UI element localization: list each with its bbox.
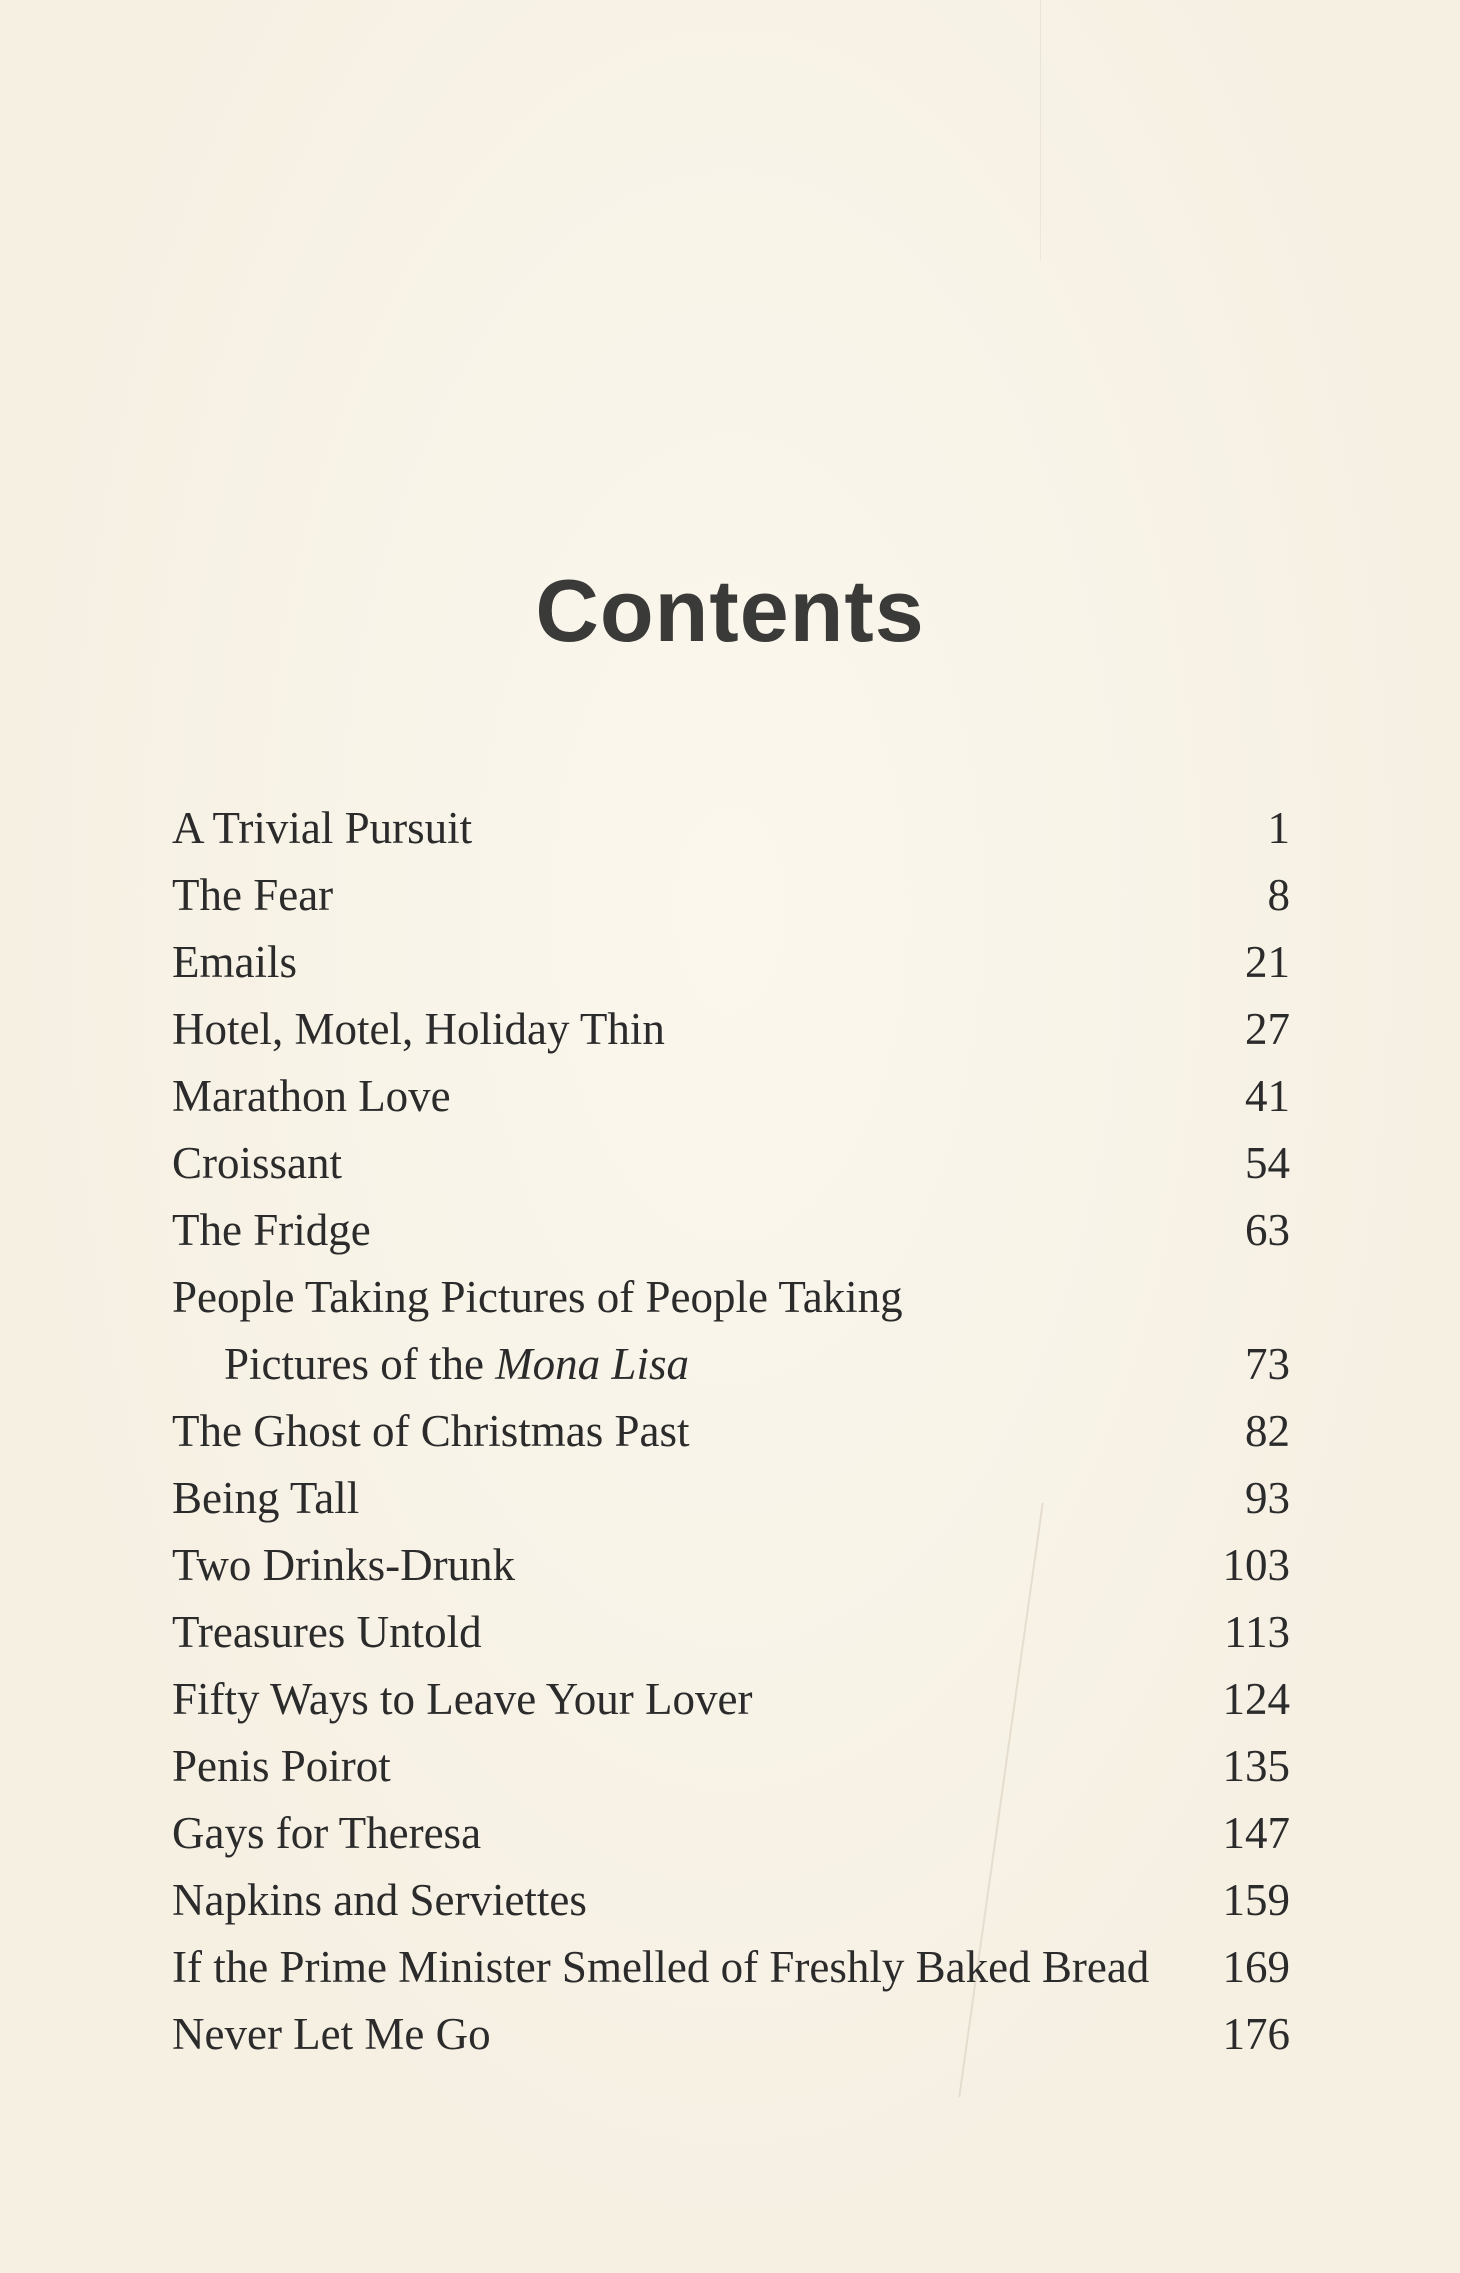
toc-entry-title: A Trivial Pursuit: [172, 803, 473, 853]
toc-entry-title: If the Prime Minister Smelled of Freshly Baked Bread: [172, 1942, 1150, 1992]
toc-entry[interactable]: [172, 1063, 1290, 1130]
toc-entry[interactable]: [172, 1465, 1290, 1532]
toc-entry-title: The Fear: [172, 870, 334, 920]
toc-entry-title: Never Let Me Go: [172, 2009, 491, 2059]
toc-entry[interactable]: [172, 996, 1290, 1063]
toc-entry-title: Penis Poirot: [172, 1741, 391, 1791]
toc-entry-page: 1: [1267, 803, 1290, 853]
paper-crease: [1040, 0, 1041, 260]
toc-entry-title-line2: [172, 1331, 689, 1398]
toc-entry[interactable]: [172, 1934, 1290, 2001]
toc-entry-page: 159: [1222, 1875, 1290, 1925]
toc-entry-page: 21: [1245, 937, 1290, 987]
toc-entry-page: 93: [1245, 1473, 1290, 1523]
toc-entry-title: Being Tall: [172, 1473, 360, 1523]
toc-entry-page: 27: [1245, 1004, 1290, 1054]
toc-entry-page: 135: [1222, 1741, 1290, 1791]
toc-entry-page: 63: [1245, 1205, 1290, 1255]
toc-entry-title-line1: People Taking Pictures of People Taking: [172, 1272, 903, 1322]
toc-entry-page: 176: [1222, 2009, 1290, 2059]
toc-entry[interactable]: [172, 1532, 1290, 1599]
toc-entry-title-italic: Mona Lisa: [495, 1339, 689, 1389]
toc-entry[interactable]: [172, 1867, 1290, 1934]
toc-entry[interactable]: [172, 1599, 1290, 1666]
toc-entry-page: 169: [1222, 1942, 1290, 1992]
toc-entry-title: Croissant: [172, 1138, 343, 1188]
toc-entry-page: 147: [1222, 1808, 1290, 1858]
toc-entry-title: The Fridge: [172, 1205, 371, 1255]
toc-entry[interactable]: [172, 1264, 1290, 1398]
toc-entry-title-line2-row: [172, 1331, 1290, 1398]
toc-entry-title: The Ghost of Christmas Past: [172, 1406, 690, 1456]
toc-entry-title-line2-prefix: Pictures of the: [224, 1339, 496, 1389]
toc-entry-title: Emails: [172, 937, 297, 987]
toc-entry[interactable]: [172, 1800, 1290, 1867]
toc-entry[interactable]: [172, 1666, 1290, 1733]
toc-entry-title: Treasures Untold: [172, 1607, 482, 1657]
toc-entry-page: 124: [1222, 1674, 1290, 1724]
toc-entry-title: Hotel, Motel, Holiday Thin: [172, 1004, 665, 1054]
toc-entry-page: 82: [1245, 1406, 1290, 1456]
table-of-contents: [172, 795, 1290, 2068]
toc-entry[interactable]: [172, 862, 1290, 929]
toc-entry[interactable]: [172, 1130, 1290, 1197]
toc-entry-title: Fifty Ways to Leave Your Lover: [172, 1674, 753, 1724]
toc-entry-title: Gays for Theresa: [172, 1808, 482, 1858]
contents-heading: Contents: [535, 561, 925, 660]
toc-entry-page: 8: [1267, 870, 1290, 920]
toc-entry[interactable]: [172, 1733, 1290, 1800]
toc-entry[interactable]: [172, 1398, 1290, 1465]
toc-entry-page: 73: [1245, 1339, 1290, 1389]
toc-entry-title: Two Drinks-Drunk: [172, 1540, 516, 1590]
toc-entry[interactable]: [172, 795, 1290, 862]
toc-entry-page: 41: [1245, 1071, 1290, 1121]
toc-entry-page: 113: [1224, 1607, 1290, 1657]
toc-entry-title: Napkins and Serviettes: [172, 1875, 587, 1925]
toc-entry[interactable]: [172, 929, 1290, 996]
toc-entry-page: 103: [1222, 1540, 1290, 1590]
toc-entry[interactable]: [172, 1197, 1290, 1264]
toc-entry-page: 54: [1245, 1138, 1290, 1188]
toc-entry[interactable]: [172, 2001, 1290, 2068]
toc-entry-title: Marathon Love: [172, 1071, 451, 1121]
